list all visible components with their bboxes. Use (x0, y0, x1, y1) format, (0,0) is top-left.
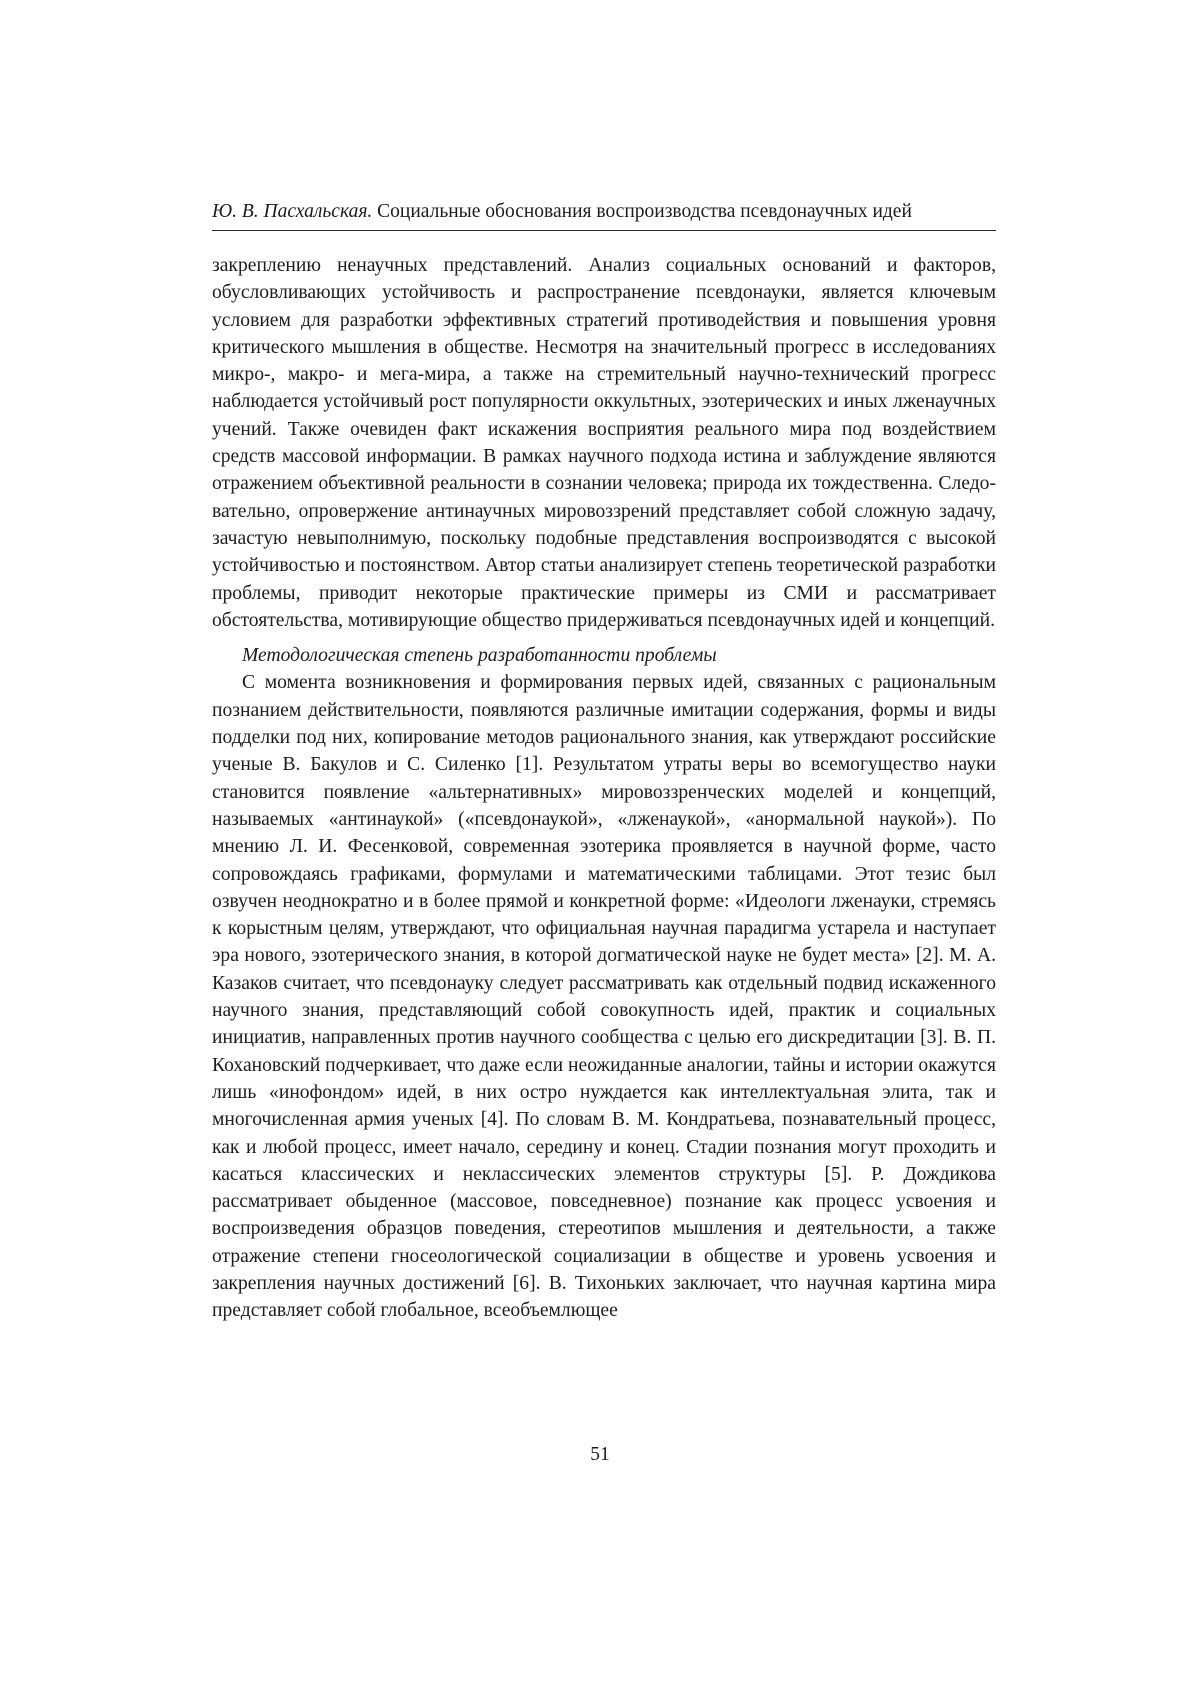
body-paragraph-1: закреплению ненаучных представлений. Анализ социальных оснований и факторов, обусловливающих устойчивость и распространение псевдонауки, является ключевым условием для разработки эффективных стратегий противодействия и повышения уровня критического мышления в обществе. Несмотря на значительный прогресс в исследованиях микро-, макро- и мега-мира, а также на стремительный научно-технический прогресс наблюдается устойчивый рост популярности оккультных, эзотерических и иных лженаучных учений. Также очевиден факт искажения восприятия реального мира под воздействием средств массовой информации. В рамках научного подхода истина и заблуждение являются отражением объективной реальности в сознании человека; природа их тождественна. Следовательно, опровержение антинаучных мировоззрений представляет собой сложную задачу, зачастую невыполнимую, поскольку подобные представления воспроизводятся с высокой устойчивостью и постоянством. Автор статьи анализирует степень теоретической разработки проблемы, приводит некоторые практические примеры из СМИ и рассматривает обстоятельства, мотивирующие общество придерживаться псевдонаучных идей и концепций. (212, 255, 996, 631)
main-text (212, 252, 996, 1325)
page-number: 51 (590, 1444, 610, 1465)
header-author: Ю. В. Пасхальская. (212, 201, 373, 222)
header-rule (212, 230, 996, 231)
body-paragraph-2: С момента возникновения и формирования первых идей, связанных с рациональным познанием действительности, появляются различные имитации содержания, формы и виды подделки под них, копирование методов рационального знания, как утверждают российские ученые В. Бакулов и С. Силенко [1]. Результатом утраты веры во всемогущество науки становится появление «альтернативных» мировоззренческих моделей и концепций, называемых «антинаукой» («псевдонаукой», «лженаукой», «анормальной наукой»). По мнению Л. И. Фесенковой, современная эзотерика проявляется в научной форме, часто сопровождаясь графиками, формулами и математическими таблицами. Этот тезис был озвучен неоднократно и в более прямой и конкретной форме: «Идеологи лженауки, стремясь к корыстным целям, утверждают, что официальная научная парадигма устарела и наступает эра нового, эзотерического знания, в которой догматической науке не будет места» [2]. М. А. Казаков считает, что псевдонауку следует рассматривать как отдельный подвид искаженного научного знания, представляющий собой совокупность идей, практик и социальных инициатив, направленных против научного сообщества с целью его дискредитации [3]. В. П. Кохановский подчеркивает, что даже если неожиданные аналогии, тайны и истории окажутся лишь «инофондом» идей, в них остро нуждается как интеллектуальная элита, так и многочисленная армия ученых [4]. По словам В. М. Кондратьева, познавательный процесс, как и любой процесс, имеет начало, середину и конец. Стадии познания могут проходить и касаться классических и неклассических элементов структуры [5]. Р. Дождикова рассматривает обыденное (массовое, повседневное) познание как процесс усвоения и воспроизведения образцов поведения, стереотипов мышления и деятельности, а также отражение степени гносеологической социализации в обществе и уровень усвоения и закрепления научных достижений [6]. В. Тихоньких заключает, что научная картина мира представляет собой глобальное, всеобъемлющее (212, 672, 996, 1322)
header-title: Социальные обоснования воспроизводства псевдонаучных идей (377, 201, 912, 222)
running-header (212, 200, 996, 224)
section-heading: Методологическая степень разработанности проблемы (242, 645, 717, 667)
